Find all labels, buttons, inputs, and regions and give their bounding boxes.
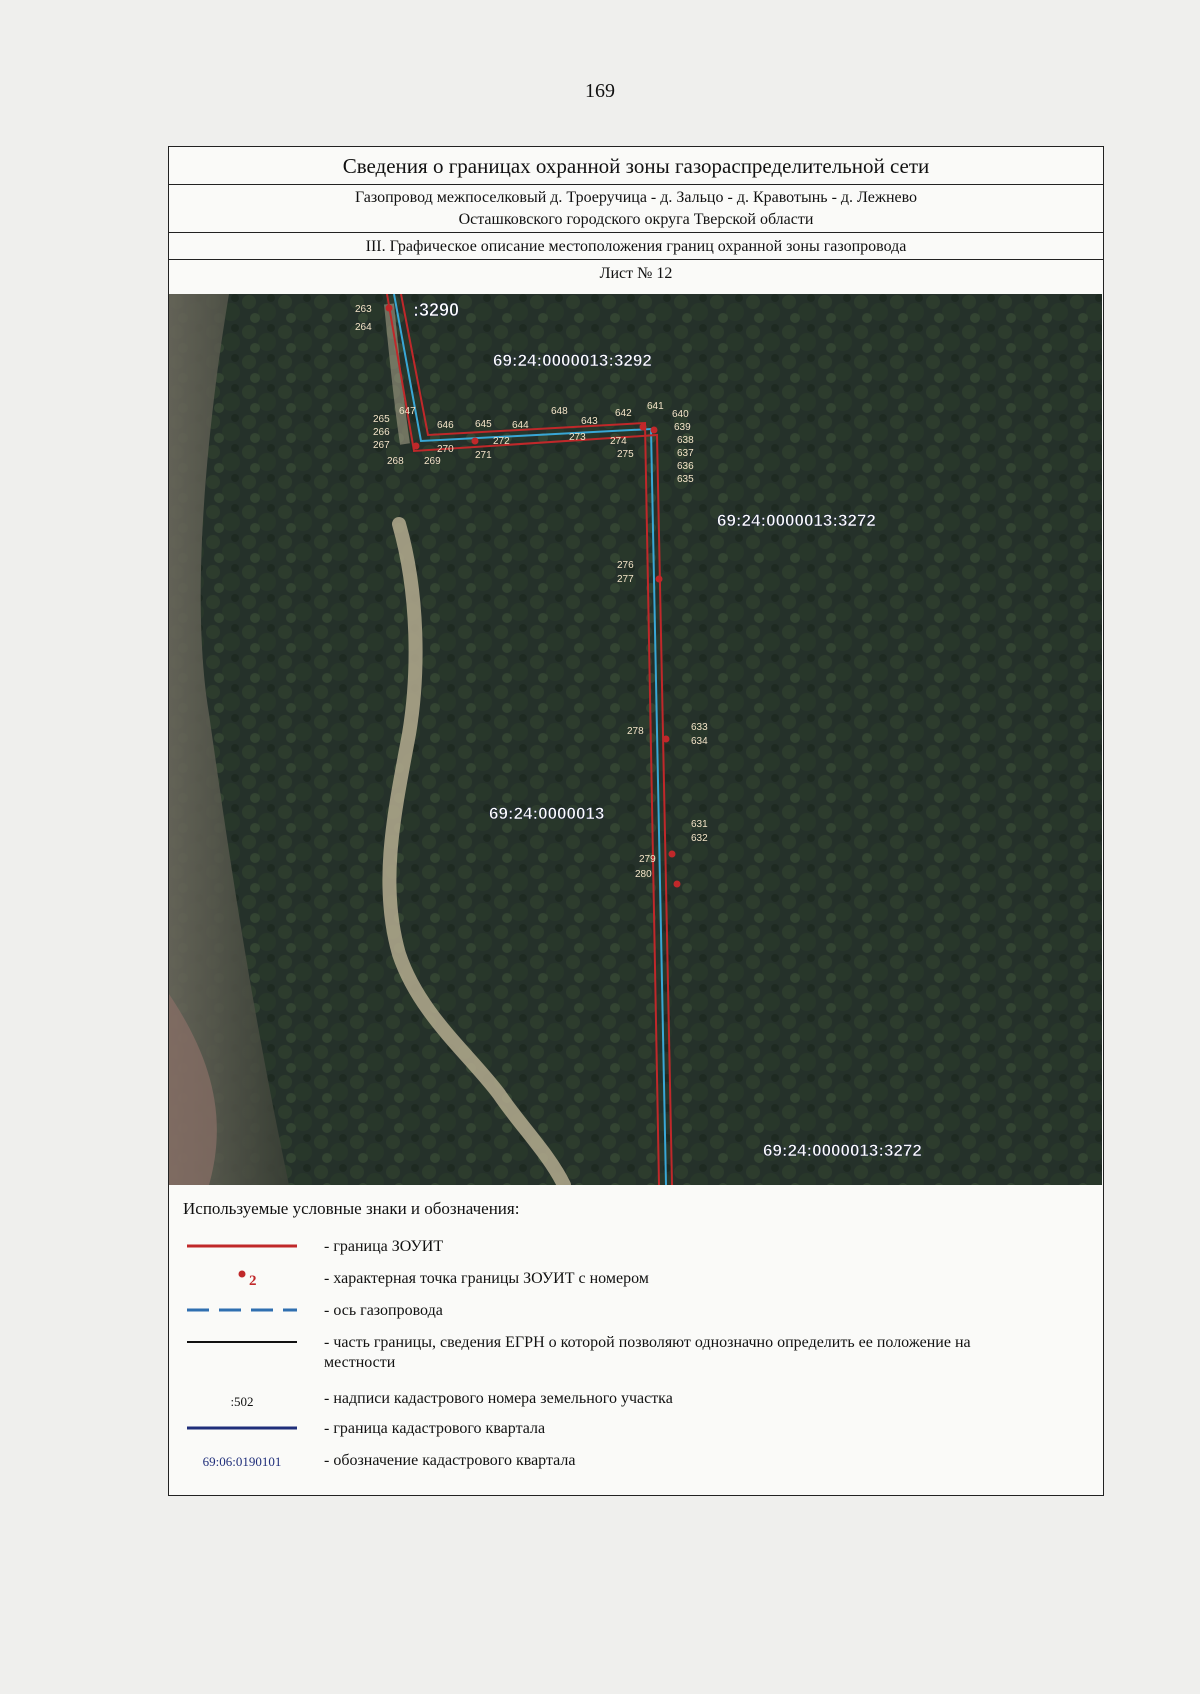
document-subtitle — [169, 185, 1103, 233]
point-label: 277 — [617, 574, 634, 585]
parcel-label: 69:24:0000013:3272 — [763, 1141, 922, 1160]
point-label: 275 — [617, 449, 634, 460]
point-label: 266 — [373, 427, 390, 438]
legend-text: - характерная точка границы ЗОУИТ с номером — [324, 1270, 649, 1287]
point-label: 274 — [610, 436, 627, 447]
point-label: 273 — [569, 432, 586, 443]
legend-text: - обозначение кадастрового квартала — [324, 1452, 576, 1469]
black-line-icon — [187, 1327, 297, 1357]
sheet-label: Лист № 12 — [599, 265, 673, 282]
quarter-label: 69:24:0000013 — [489, 804, 605, 823]
point-label: 278 — [627, 726, 644, 737]
point-label: 641 — [647, 401, 664, 412]
point-label: 642 — [615, 408, 632, 419]
boundary-point — [669, 851, 676, 858]
point-label: 632 — [691, 833, 708, 844]
point-label: 636 — [677, 461, 694, 472]
parcel-label: :3290 — [413, 300, 460, 320]
point-label: 637 — [677, 448, 694, 459]
point-label: 272 — [493, 436, 510, 447]
boundary-point — [663, 736, 670, 743]
legend-item-gas-axis — [169, 1295, 1103, 1325]
parcel-label: 69:24:0000013:3272 — [717, 511, 876, 530]
map-canvas — [169, 294, 1102, 1185]
legend-text: - граница кадастрового квартала — [324, 1420, 546, 1437]
point-label: 646 — [437, 420, 454, 431]
red-point-icon — [187, 1263, 297, 1293]
parcel-number-sample: :502 — [230, 1394, 254, 1409]
parcel-label: 69:24:0000013:3292 — [493, 351, 652, 370]
document-frame — [168, 146, 1104, 1496]
point-label: 279 — [639, 854, 656, 865]
point-sample: 2 — [249, 1273, 257, 1289]
point-label: 267 — [373, 440, 390, 451]
boundary-point — [413, 443, 420, 450]
point-label: 631 — [691, 819, 708, 830]
subtitle-line-1: Газопровод межпоселковый д. Троеручица - д. Зальцо - д. Кравотынь - д. Лежнево — [354, 189, 918, 206]
boundary-point — [386, 305, 393, 312]
point-label: 640 — [672, 409, 689, 420]
legend-title: Используемые условные знаки и обозначения: — [183, 1199, 520, 1218]
quarter-number-sample: 69:06:0190101 — [202, 1454, 282, 1469]
legend-item-boundary-point — [169, 1263, 1103, 1293]
point-label: 276 — [617, 560, 634, 571]
point-label: 635 — [677, 474, 694, 485]
point-label: 647 — [399, 406, 416, 417]
boundary-point — [674, 881, 681, 888]
section-heading: III. Графическое описание местоположения границ охранной зоны газопровода — [169, 233, 1103, 260]
navy-line-icon — [187, 1413, 297, 1443]
point-label: 638 — [677, 435, 694, 446]
point-label: 263 — [355, 304, 372, 315]
blue-dashed-line-icon — [187, 1295, 297, 1325]
legend-text: - ось газопровода — [324, 1302, 443, 1319]
page-number: 169 — [585, 80, 615, 102]
document-title: Сведения о границах охранной зоны газораспределительной сети — [169, 147, 1103, 185]
legend-text: - надписи кадастрового номера земельного участка — [324, 1390, 673, 1407]
satellite-map[interactable] — [169, 294, 1102, 1185]
boundary-point — [640, 424, 647, 431]
legend-text: - часть границы, сведения ЕГРН о которой позволяют однозначно определить ее положение на местности — [324, 1334, 971, 1371]
point-label: 280 — [635, 869, 652, 880]
subtitle-line-2: Осташковского городского округа Тверской области — [458, 211, 814, 228]
point-label: 639 — [674, 422, 691, 433]
point-label: 264 — [355, 322, 372, 333]
legend-item-quarter-number — [169, 1445, 1103, 1475]
forest-texture — [169, 294, 1102, 1185]
point-label: 634 — [691, 736, 708, 747]
legend-item-egrn-boundary — [169, 1327, 1103, 1375]
boundary-point — [656, 576, 663, 583]
legend-item-zouit-boundary — [169, 1231, 1103, 1261]
point-label: 271 — [475, 450, 492, 461]
legend-text: - граница ЗОУИТ — [324, 1238, 444, 1255]
legend-item-quarter-boundary — [169, 1413, 1103, 1443]
point-label: 644 — [512, 420, 529, 431]
point-label: 265 — [373, 414, 390, 425]
boundary-point — [651, 427, 658, 434]
point-label: 269 — [424, 456, 441, 467]
red-line-icon — [187, 1231, 297, 1261]
boundary-point — [472, 438, 479, 445]
point-label: 645 — [475, 419, 492, 430]
point-label: 648 — [551, 406, 568, 417]
point-label: 268 — [387, 456, 404, 467]
legend-item-parcel-number — [169, 1383, 1103, 1413]
point-label: 270 — [437, 444, 454, 455]
point-label: 643 — [581, 416, 598, 427]
point-label: 633 — [691, 722, 708, 733]
